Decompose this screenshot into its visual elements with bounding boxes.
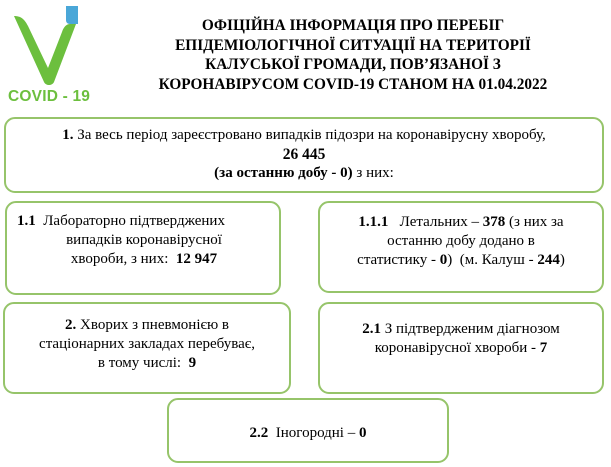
lethal-last-day: 0 xyxy=(439,252,448,268)
total-cases-value: 26 445 xyxy=(282,146,326,163)
confirmed-text-1: З підтвердженим діагнозом xyxy=(384,321,560,337)
confirmed-diagnosis-box xyxy=(318,302,604,394)
lab-number: 1.1 xyxy=(17,213,36,229)
pneumonia-line-1 xyxy=(11,316,283,335)
lab-line-3 xyxy=(17,250,271,269)
pneumonia-line-2: стаціонарних закладах перебуває, xyxy=(39,336,255,352)
lethal-line-1 xyxy=(326,213,596,232)
pneumonia-number: 2. xyxy=(65,317,77,333)
confirmed-line-1 xyxy=(326,320,596,339)
lethal-line-3 xyxy=(326,251,596,270)
title-line-1: ОФІЦІЙНА ІНФОРМАЦІЯ ПРО ПЕРЕБІГ xyxy=(201,17,505,34)
lethal-text-1: Летальних – xyxy=(399,214,480,230)
page-title xyxy=(108,16,598,94)
pneumonia-box xyxy=(3,302,291,394)
pneumonia-text-3: в тому числі: xyxy=(97,355,182,371)
total-suffix: з них: xyxy=(352,165,394,181)
confirmed-line-2 xyxy=(326,339,596,358)
lethal-box xyxy=(318,201,604,293)
lab-line-1 xyxy=(17,212,271,231)
lethal-value: 378 xyxy=(482,214,506,230)
title-line-4: КОРОНАВІРУСОМ COVID-19 СТАНОМ НА 01.04.2022 xyxy=(158,75,548,93)
total-cases-line xyxy=(6,126,602,145)
total-cases-number: 1. xyxy=(62,127,74,143)
v-check-logo-icon xyxy=(6,2,98,92)
total-cases-text: За весь період зареєстровано випадків підозри на коронавірусну хворобу, xyxy=(73,127,546,143)
lab-text-2: випадків коронавірусної xyxy=(66,232,222,248)
total-cases-box xyxy=(4,117,604,193)
out-of-town-box xyxy=(167,398,449,463)
lethal-line-2: останню добу додано в xyxy=(387,233,535,249)
title-line-2: ЕПІДЕМІОЛОГІЧНОЇ СИТУАЦІЇ НА ТЕРИТОРІЇ xyxy=(175,36,531,54)
confirmed-value: 7 xyxy=(539,340,548,356)
confirmed-number: 2.1 xyxy=(362,321,381,337)
covid-logo xyxy=(6,2,98,106)
lab-text-3: хвороби, з них: xyxy=(70,251,169,267)
pneumonia-value: 9 xyxy=(188,355,197,371)
lethal-kalush-value: 244 xyxy=(537,252,560,268)
confirmed-text-2: коронавірусної хвороби - xyxy=(374,340,536,356)
total-cases-footer xyxy=(6,164,602,183)
outoftown-text: Іногородні – xyxy=(275,425,356,441)
lethal-text-3b: ) xyxy=(447,252,453,268)
lethal-text-3a: статистику - xyxy=(357,252,436,268)
lethal-kalush-close: ) xyxy=(559,252,565,268)
pneumonia-line-3 xyxy=(11,354,283,373)
lab-value: 12 947 xyxy=(175,251,218,267)
pneumonia-text-1: Хворих з пневмонією в xyxy=(80,317,229,333)
lethal-text-2: (з них за xyxy=(509,214,564,230)
outoftown-value: 0 xyxy=(358,425,367,441)
total-last-day: (за останню добу - 0) xyxy=(214,165,353,181)
outoftown-number: 2.2 xyxy=(249,425,269,441)
lab-confirmed-box xyxy=(5,201,281,295)
logo-text: COVID - 19 xyxy=(8,88,91,105)
lethal-number: 1.1.1 xyxy=(358,214,389,230)
lethal-kalush-text: (м. Калуш - xyxy=(459,252,534,268)
title-line-3: КАЛУСЬКОЇ ГРОМАДИ, ПОВ’ЯЗАНОЇ З xyxy=(205,56,501,73)
lab-text-1: Лабораторно підтверджених xyxy=(43,213,225,229)
